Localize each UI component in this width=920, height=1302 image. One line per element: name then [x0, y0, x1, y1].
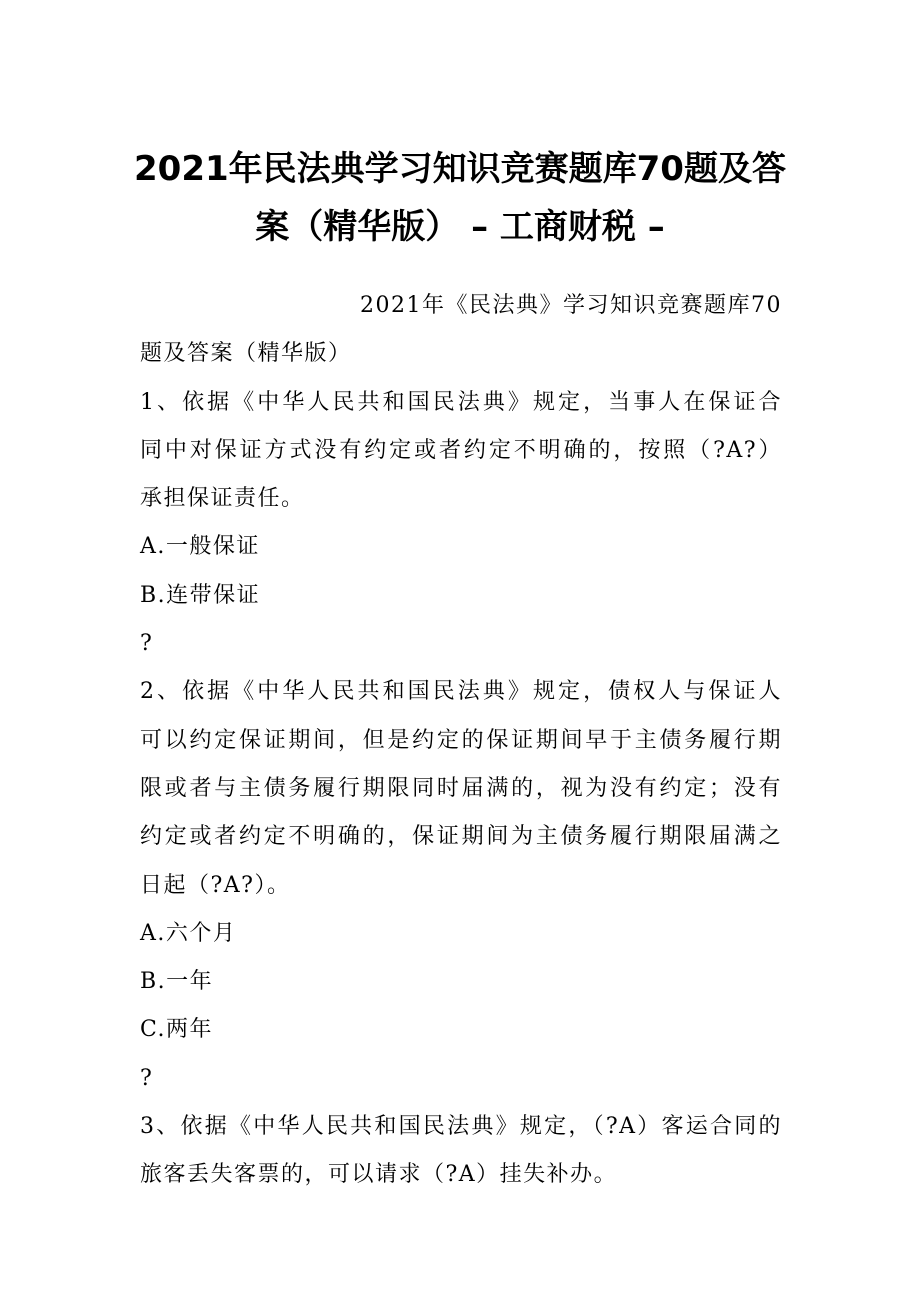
- answer-option: C.两年: [140, 1017, 214, 1043]
- question-text-line: 同中对保证方式没有约定或者约定不明确的，按照（?A?）: [140, 437, 782, 463]
- question-text-line: 3、依据《中华人民共和国民法典》规定，（?A）客运合同的: [140, 1114, 782, 1140]
- question-text-line: 日起（?A?）。: [140, 872, 291, 898]
- answer-option: A.一般保证: [140, 534, 260, 560]
- question-text-line: 2、依据《中华人民共和国民法典》规定，债权人与保证人: [140, 679, 782, 705]
- answer-option: B.一年: [140, 969, 214, 995]
- question-text-line: 旅客丢失客票的，可以请求（?A）挂失补办。: [140, 1162, 618, 1188]
- document-title-line-1: 2021年民法典学习知识竞赛题库70题及答: [134, 149, 786, 189]
- answer-option: A.六个月: [140, 920, 237, 946]
- question-text-line: 限或者与主债务履行期限同时届满的，视为没有约定；没有: [140, 775, 782, 801]
- document-title-line-2: 案（精华版） – 工商财税 –: [255, 207, 665, 247]
- subtitle-line: 2021年《民法典》学习知识竞赛题库70: [360, 293, 782, 318]
- question-text-line: 约定或者约定不明确的，保证期间为主债务履行期限届满之: [140, 824, 782, 850]
- separator-mark: ?: [140, 631, 154, 657]
- question-text-line: 1、依据《中华人民共和国民法典》规定，当事人在保证合: [140, 389, 782, 415]
- question-text-line: 承担保证责任。: [140, 486, 305, 512]
- subtitle-line: 题及答案（精华版）: [140, 341, 352, 367]
- answer-option: B.连带保证: [140, 582, 261, 608]
- document-body: [140, 282, 782, 1200]
- question-text-line: 可以约定保证期间，但是约定的保证期间早于主债务履行期: [140, 727, 782, 753]
- separator-mark: ?: [140, 1065, 154, 1091]
